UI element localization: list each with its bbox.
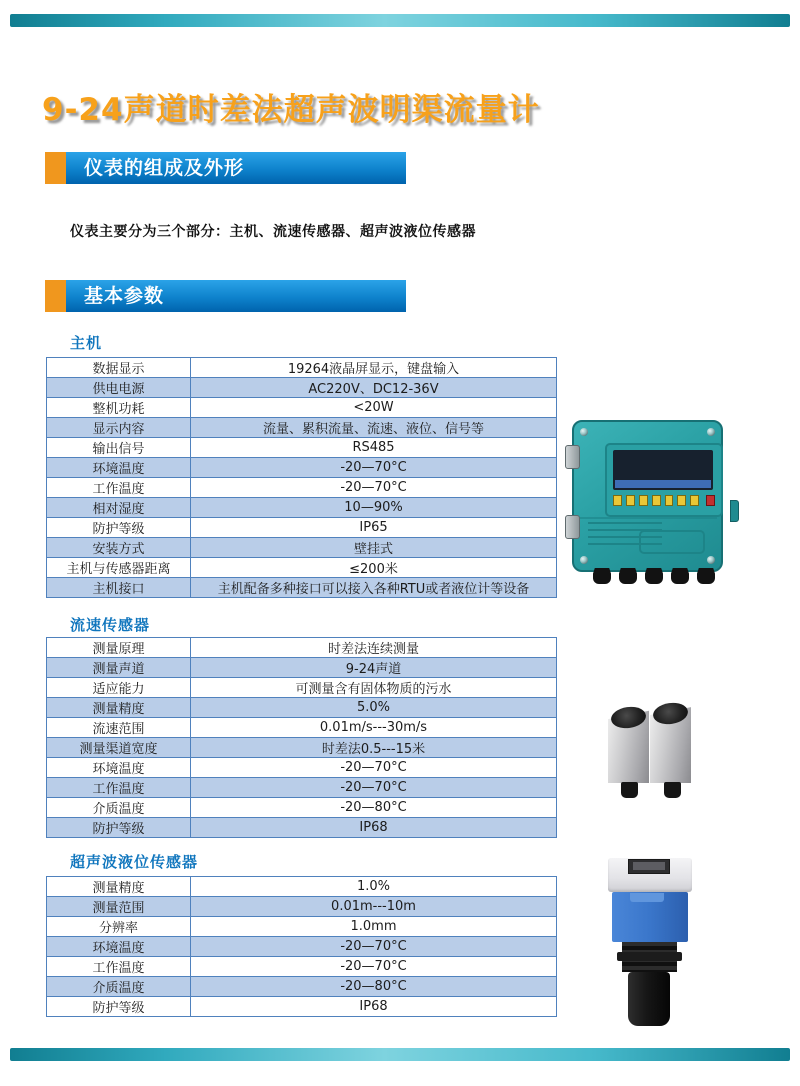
table-row xyxy=(47,758,557,778)
param-value: -20—70°C xyxy=(191,778,557,798)
param-label: 介质温度 xyxy=(47,798,191,818)
param-label: 整机功耗 xyxy=(47,398,191,418)
level-sensor-photo xyxy=(580,848,750,1028)
param-value: ≤200米 xyxy=(191,558,557,578)
param-value: -20—70°C xyxy=(191,957,557,977)
table-row xyxy=(47,378,557,398)
lcd-screen xyxy=(613,450,713,490)
cable-gland xyxy=(619,568,637,584)
hinge xyxy=(565,515,580,539)
screw-icon xyxy=(707,556,715,564)
table-row xyxy=(47,398,557,418)
param-value: RS485 xyxy=(191,438,557,458)
param-value: 流量、累积流量、流速、液位、信号等 xyxy=(191,418,557,438)
param-value: 5.0% xyxy=(191,698,557,718)
table-row xyxy=(47,438,557,458)
param-label: 防护等级 xyxy=(47,818,191,838)
mount-stub xyxy=(664,782,681,798)
param-label: 测量渠道宽度 xyxy=(47,738,191,758)
param-value: 0.01m/s---30m/s xyxy=(191,718,557,738)
param-value: 时差法连续测量 xyxy=(191,638,557,658)
velocity-sensor-spec-rows xyxy=(47,638,557,838)
power-key-button xyxy=(706,495,715,506)
param-label: 主机接口 xyxy=(47,578,191,598)
key-button xyxy=(665,495,674,506)
param-value: 可测量含有固体物质的污水 xyxy=(191,678,557,698)
table-row xyxy=(47,977,557,997)
param-label: 数据显示 xyxy=(47,358,191,378)
param-value: 主机配备多种接口可以接入各种RTU或者液位计等设备 xyxy=(191,578,557,598)
param-value: 1.0% xyxy=(191,877,557,897)
param-label: 主机与传感器距离 xyxy=(47,558,191,578)
param-value: 10—90% xyxy=(191,498,557,518)
table-row xyxy=(47,458,557,478)
param-value: 19264液晶屏显示，键盘输入 xyxy=(191,358,557,378)
param-value: -20—70°C xyxy=(191,478,557,498)
level-sensor-spec-table xyxy=(46,876,557,1017)
sensor-barrel xyxy=(628,972,670,1026)
param-value: 9-24声道 xyxy=(191,658,557,678)
label-slot xyxy=(639,530,705,554)
param-label: 测量范围 xyxy=(47,897,191,917)
hinge xyxy=(565,445,580,469)
table-row xyxy=(47,558,557,578)
param-label: 环境温度 xyxy=(47,937,191,957)
param-label: 分辨率 xyxy=(47,917,191,937)
header-orange-accent xyxy=(45,280,66,312)
page-title: 9-24声道时差法超声波明渠流量计 xyxy=(42,92,540,128)
sensor-display-window xyxy=(628,859,670,874)
param-label: 介质温度 xyxy=(47,977,191,997)
param-value: -20—80°C xyxy=(191,798,557,818)
param-label: 测量精度 xyxy=(47,877,191,897)
screw-icon xyxy=(580,428,588,436)
param-label: 防护等级 xyxy=(47,518,191,538)
table-row xyxy=(47,917,557,937)
table-row xyxy=(47,678,557,698)
param-label: 工作温度 xyxy=(47,778,191,798)
param-label: 流速范围 xyxy=(47,718,191,738)
param-label: 测量声道 xyxy=(47,658,191,678)
screw-icon xyxy=(707,428,715,436)
table-row xyxy=(47,877,557,897)
key-button xyxy=(690,495,699,506)
sensor-ring xyxy=(617,952,682,961)
table-row xyxy=(47,578,557,598)
param-label: 工作温度 xyxy=(47,957,191,977)
key-button xyxy=(652,495,661,506)
main-unit-spec-rows xyxy=(47,358,557,598)
param-value: <20W xyxy=(191,398,557,418)
param-value: -20—70°C xyxy=(191,937,557,957)
mount-stub xyxy=(621,782,638,798)
param-label: 显示内容 xyxy=(47,418,191,438)
param-value: AC220V、DC12-36V xyxy=(191,378,557,398)
main-unit-spec-table xyxy=(46,357,557,598)
table-row xyxy=(47,897,557,917)
sensor-body-tab xyxy=(630,893,664,902)
composition-description: 仪表主要分为三个部分：主机、流速传感器、超声波液位传感器 xyxy=(70,224,476,240)
main-unit-photo xyxy=(563,410,778,585)
velocity-sensor-spec-table xyxy=(46,637,557,838)
section-header-parameters xyxy=(45,280,406,312)
table-row xyxy=(47,798,557,818)
table-row xyxy=(47,538,557,558)
table-row xyxy=(47,518,557,538)
table-row xyxy=(47,957,557,977)
header-orange-accent xyxy=(45,152,66,184)
param-label: 测量原理 xyxy=(47,638,191,658)
key-button xyxy=(639,495,648,506)
table-title-main-unit: 主机 xyxy=(70,334,103,352)
section-header-composition xyxy=(45,152,406,184)
velocity-sensor-photo xyxy=(585,690,755,805)
table-row xyxy=(47,478,557,498)
key-button xyxy=(677,495,686,506)
keypad xyxy=(613,495,715,506)
table-row xyxy=(47,418,557,438)
param-value: IP68 xyxy=(191,818,557,838)
param-value: -20—80°C xyxy=(191,977,557,997)
table-row xyxy=(47,818,557,838)
enclosure-seam xyxy=(578,517,717,519)
param-value: IP68 xyxy=(191,997,557,1017)
param-value: IP65 xyxy=(191,518,557,538)
param-label: 输出信号 xyxy=(47,438,191,458)
screw-icon xyxy=(580,556,588,564)
param-label: 工作温度 xyxy=(47,478,191,498)
bottom-decor-bar xyxy=(10,1048,790,1061)
param-value: -20—70°C xyxy=(191,458,557,478)
table-row xyxy=(47,698,557,718)
param-label: 相对湿度 xyxy=(47,498,191,518)
table-row xyxy=(47,658,557,678)
table-row xyxy=(47,498,557,518)
cable-gland xyxy=(593,568,611,584)
lcd-band xyxy=(615,480,711,488)
key-button xyxy=(626,495,635,506)
top-decor-bar xyxy=(10,14,790,27)
param-value: 时差法0.5---15米 xyxy=(191,738,557,758)
param-value: -20—70°C xyxy=(191,758,557,778)
param-value: 壁挂式 xyxy=(191,538,557,558)
table-row xyxy=(47,937,557,957)
table-title-level-sensor: 超声波液位传感器 xyxy=(70,853,199,871)
section-header-label: 仪表的组成及外形 xyxy=(66,152,406,184)
table-row xyxy=(47,738,557,758)
param-label: 环境温度 xyxy=(47,758,191,778)
level-sensor-spec-rows xyxy=(47,877,557,1017)
cable-gland xyxy=(697,568,715,584)
table-row xyxy=(47,358,557,378)
side-tab xyxy=(730,500,739,522)
table-row xyxy=(47,718,557,738)
section-header-label: 基本参数 xyxy=(66,280,406,312)
main-unit-enclosure xyxy=(572,420,723,572)
param-label: 供电电源 xyxy=(47,378,191,398)
cable-gland xyxy=(645,568,663,584)
param-label: 测量精度 xyxy=(47,698,191,718)
param-label: 防护等级 xyxy=(47,997,191,1017)
param-value: 0.01m---10m xyxy=(191,897,557,917)
key-button xyxy=(613,495,622,506)
table-title-velocity-sensor: 流速传感器 xyxy=(70,616,151,634)
table-row xyxy=(47,997,557,1017)
table-row xyxy=(47,778,557,798)
param-label: 安装方式 xyxy=(47,538,191,558)
param-label: 环境温度 xyxy=(47,458,191,478)
cable-gland xyxy=(671,568,689,584)
main-unit-front-panel xyxy=(605,443,723,517)
param-value: 1.0mm xyxy=(191,917,557,937)
param-label: 适应能力 xyxy=(47,678,191,698)
table-row xyxy=(47,638,557,658)
